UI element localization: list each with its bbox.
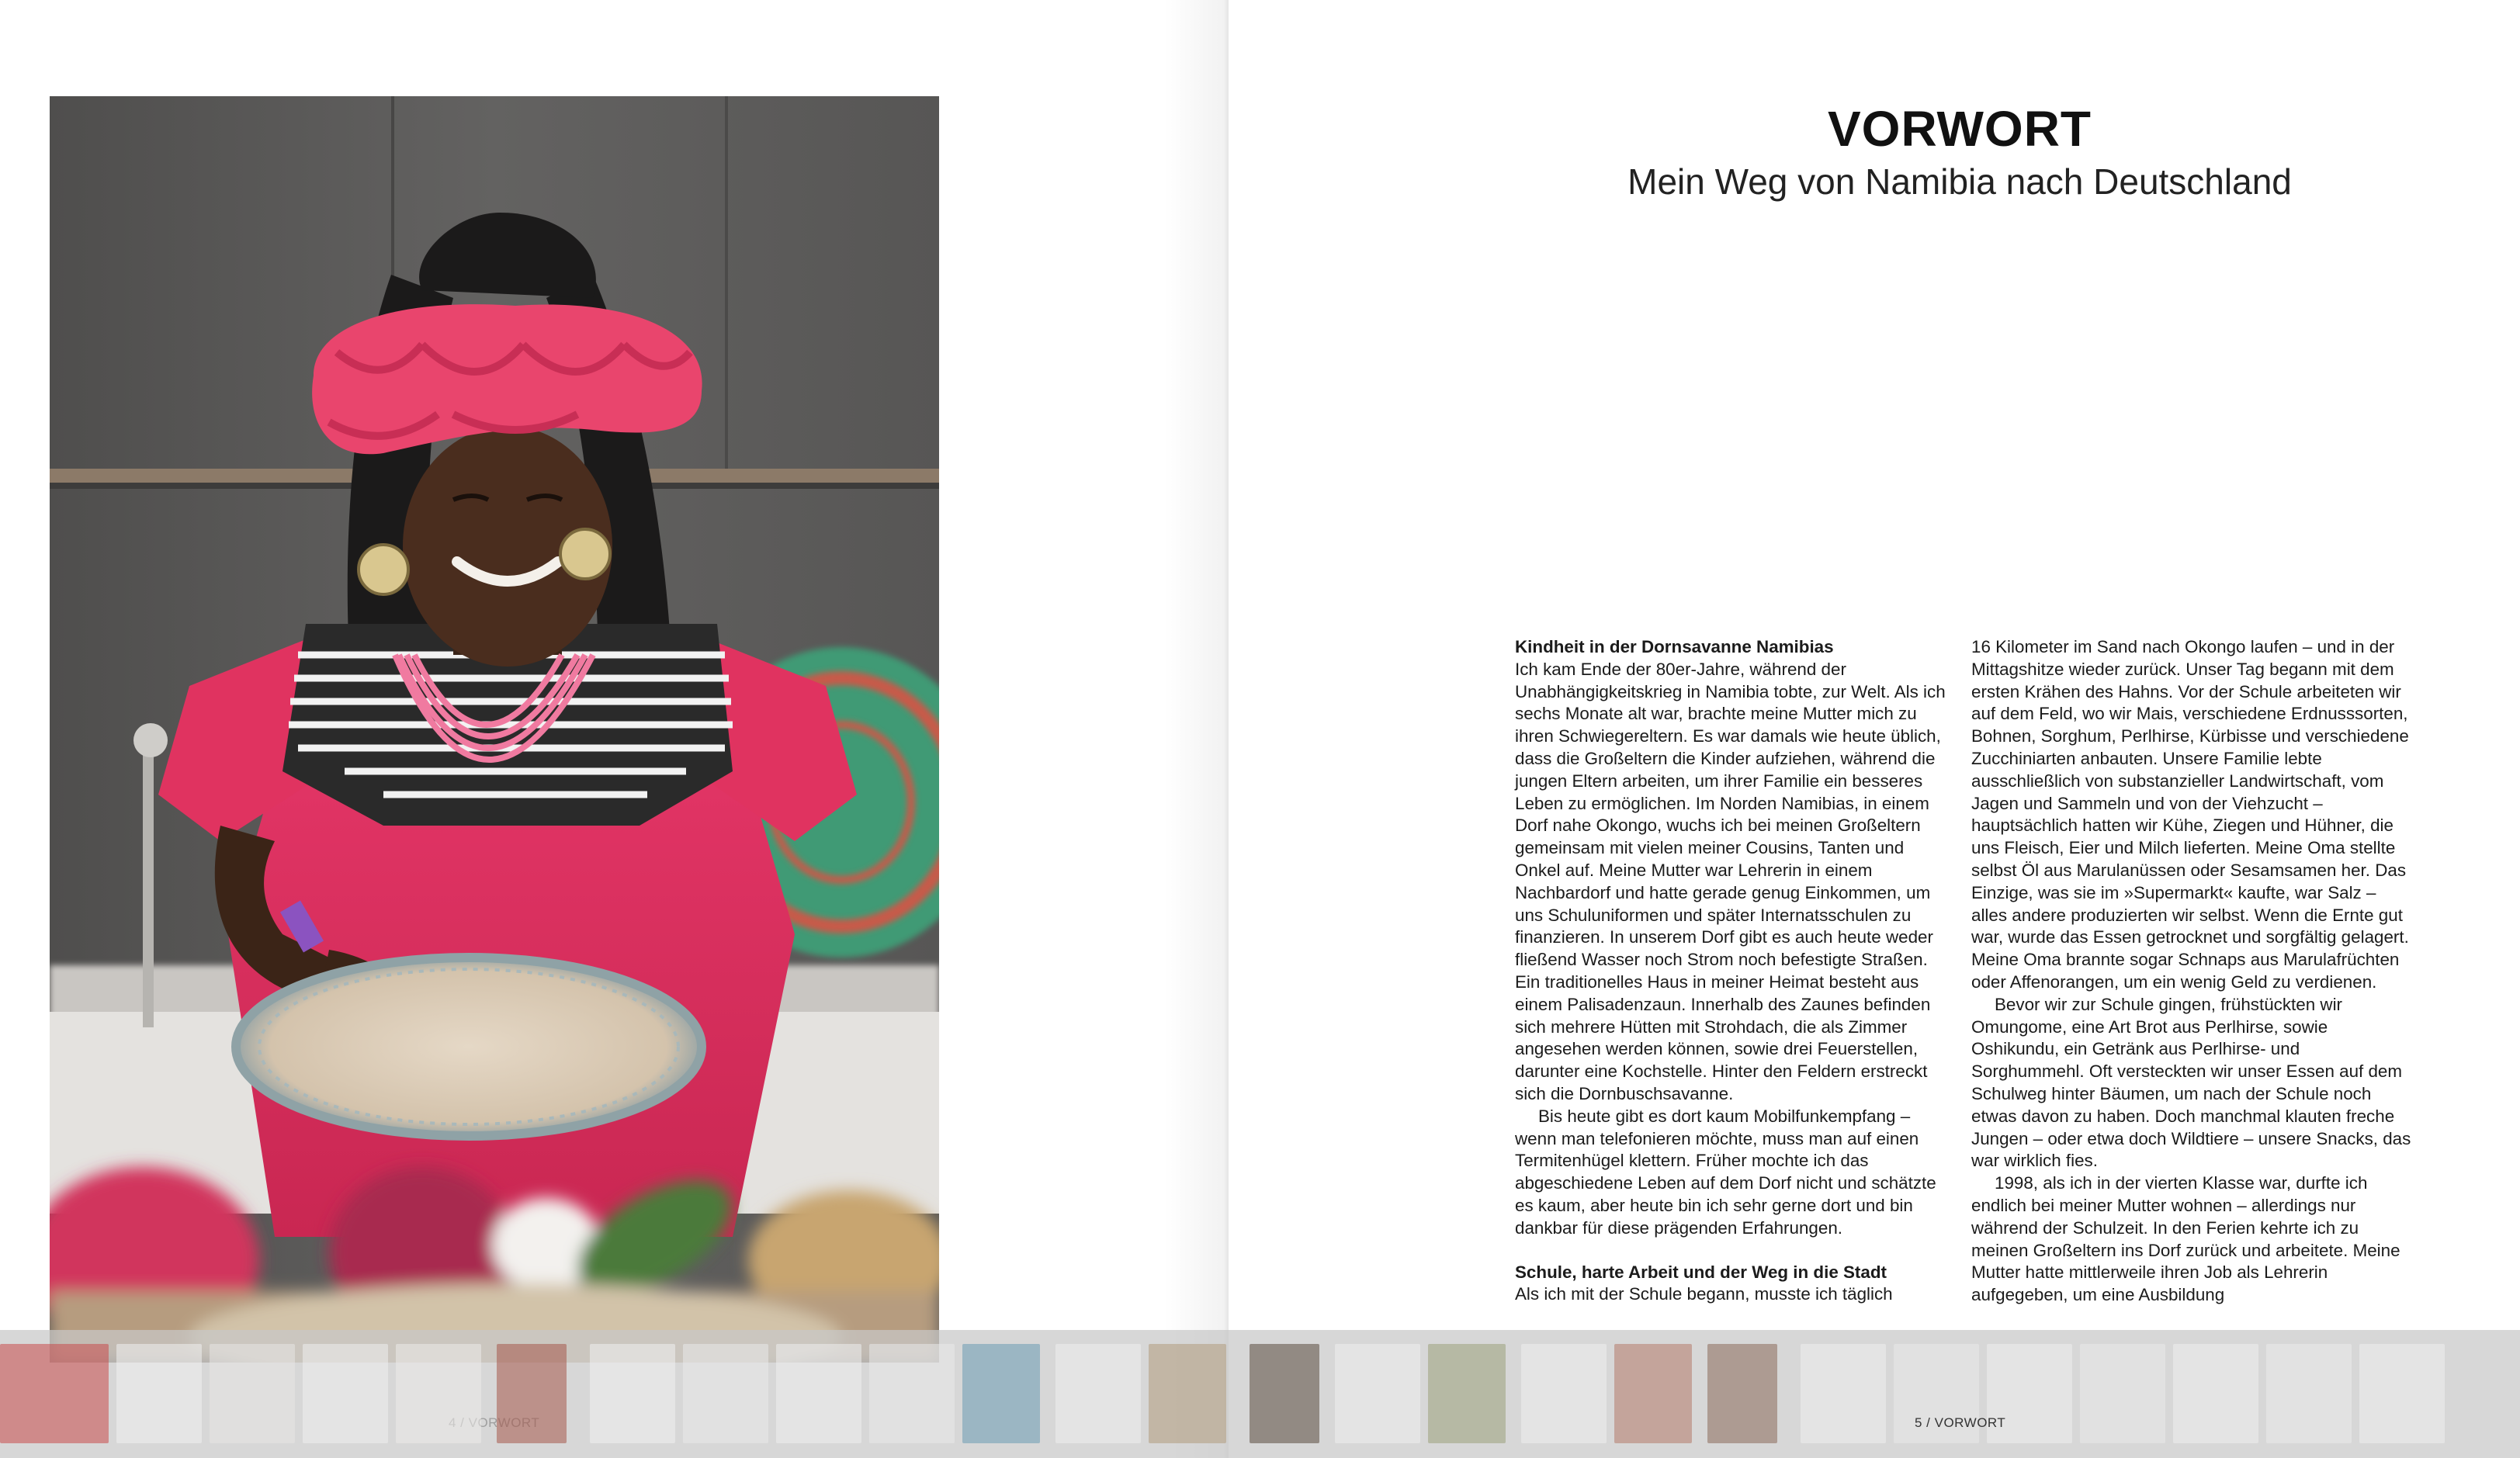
page-thumbnail[interactable] bbox=[1428, 1344, 1506, 1443]
page-thumbnail[interactable] bbox=[497, 1344, 567, 1443]
body-paragraph: Als ich mit der Schule begann, musste ich täglich bbox=[1515, 1284, 1893, 1304]
page-thumbnail[interactable] bbox=[2173, 1344, 2258, 1443]
page-thumbnail[interactable] bbox=[1055, 1344, 1141, 1443]
page-thumbnail[interactable] bbox=[590, 1344, 675, 1443]
body-paragraph: Ein traditionelles Haus in meiner Heimat besteht aus einem Palisadenzaun. Innerhalb des Zaunes befinden sich mehrere Hütten mit Strohdach, die als Zimmer angesehen werden können, sowie drei Feuerstellen, darunter eine Kochstelle. Hinter den Feldern erstreckt sich die Dornbuschsavanne. bbox=[1515, 971, 1931, 1103]
page-thumbnail[interactable] bbox=[396, 1344, 481, 1443]
chapter-heading bbox=[1389, 99, 2520, 205]
page-thumbnail[interactable] bbox=[1335, 1344, 1420, 1443]
page-thumbnail[interactable] bbox=[2266, 1344, 2352, 1443]
body-paragraph: Bevor wir zur Schule gingen, frühstückten wir Omungome, eine Art Brot aus Perlhirse, sowie Oshikundu, ein Getränk aus Perlhirse- und Sorghummehl. Oft versteckten wir unser Essen auf dem Schulweg hinter Bäumen, um nach der Schule noch etwas davon zu haben. Doch manchmal klauten freche Jungen – oder etwa doch Wildtiere – unsere Snacks, das war wirklich fies. bbox=[1971, 994, 2411, 1171]
chapter-subtitle: Mein Weg von Namibia nach Deutschland bbox=[1627, 161, 2292, 202]
page-thumbnail[interactable] bbox=[2359, 1344, 2445, 1443]
page-thumbnail[interactable] bbox=[1521, 1344, 1607, 1443]
portrait-photo bbox=[50, 96, 939, 1363]
page-thumbnail[interactable] bbox=[869, 1344, 955, 1443]
section-heading: Schule, harte Arbeit und der Weg in die Stadt bbox=[1515, 1262, 1887, 1282]
right-page-number: 5 / VORWORT bbox=[1915, 1415, 2006, 1430]
page-thumbnail[interactable] bbox=[1149, 1344, 1226, 1443]
page-thumbnail[interactable] bbox=[2080, 1344, 2165, 1443]
portrait-photo-icon bbox=[50, 96, 939, 1363]
page-thumbnail[interactable] bbox=[1614, 1344, 1692, 1443]
page-thumbnail[interactable] bbox=[683, 1344, 768, 1443]
section-heading: Kindheit in der Dornsavanne Namibias bbox=[1515, 637, 1834, 656]
page-thumbnail[interactable] bbox=[1707, 1344, 1777, 1443]
page-thumbnail[interactable] bbox=[116, 1344, 202, 1443]
page-thumbnail[interactable] bbox=[962, 1344, 1040, 1443]
page-thumbnails-icon[interactable] bbox=[0, 1336, 2520, 1453]
page-thumbnail[interactable] bbox=[776, 1344, 861, 1443]
page-thumbnail[interactable] bbox=[1801, 1344, 1886, 1443]
page-thumbnail[interactable] bbox=[0, 1344, 109, 1443]
body-paragraph: 1998, als ich in der vierten Klasse war, durfte ich endlich bei meiner Mutter wohnen – allerdings nur während der Schulzeit. In den Ferien kehrte ich zu meinen Großeltern ins Dorf zurück und arbeitete. Meine Mutter hatte mittlerweile ihren Job als Lehrerin aufgegeben, um eine Ausbildung bbox=[1971, 1173, 2400, 1305]
page-thumbnail[interactable] bbox=[303, 1344, 388, 1443]
text-column-2 bbox=[1971, 636, 2412, 1307]
left-page bbox=[0, 0, 1229, 1458]
body-paragraph: Bis heute gibt es dort kaum Mobilfunkempfang – wenn man telefonieren möchte, muss man auf einen Termitenhügel klettern. Früher mochte ich das abgeschiedene Leben auf dem Dorf nicht und schätzte es kaum, aber heute bin ich sehr gerne dort und bin dankbar für diese prägenden Erfahrungen. bbox=[1515, 1106, 1936, 1238]
page-thumbnail[interactable] bbox=[1250, 1344, 1319, 1443]
page-thumbnail[interactable] bbox=[210, 1344, 295, 1443]
body-paragraph: 16 Kilometer im Sand nach Okongo laufen – und in der Mittagshitze wieder zurück. Unser Tag begann mit dem ersten Krähen des Hahns. Vor der Schule arbeiteten wir auf dem Feld, wo wir Mais, verschiedene Erdnusssorten, Bohnen, Sorghum, Perlhirse, Kürbisse und verschiedene Zucchiniarten anbauten. Unsere Familie lebte ausschließlich von substanzieller Landwirtschaft, vom Jagen und Sammeln und von der Viehzucht – hauptsächlich hatten wir Kühe, Ziegen und Hühner, die uns Fleisch, Eier und Milch lieferten. Meine Oma stellte selbst Öl aus Marulanüssen oder Sesamsamen her. Das Einzige, was sie im »Supermarkt« kaufte, war Salz – alles andere produzierten wir selbst. Wenn die Ernte gut war, wurde das Essen getrocknet und sorgfältig gelagert. Meine Oma brannte sogar Schnaps aus Marulafrüchten oder Affenorangen, um ein wenig Geld zu verdienen. bbox=[1971, 637, 2409, 992]
chapter-title: VORWORT bbox=[1827, 101, 2092, 157]
body-paragraph: Ich kam Ende der 80er-Jahre, während der Unabhängigkeitskrieg in Namibia tobte, zur Welt. Als ich sechs Monate alt war, brachte meine Mutter mich zu ihren Schwiegereltern. Es war damals wie heute üblich, dass die Großeltern die Kinder aufziehen, während die jungen Eltern arbeiten, um ihrer Familie ein besseres Leben zu ermöglichen. Im Norden Namibias, in einem Dorf nahe Okongo, wuchs ich bei meinen Großeltern gemeinsam mit vielen meiner Cousins, Tanten und Onkel auf. Meine Mutter war Lehrerin in einem Nachbardorf und hatte gerade genug Einkommen, um uns Schuluniformen und später Internatsschulen zu finanzieren. In unserem Dorf gibt es auch heute weder fließend Wasser noch Strom noch befestigte Straßen. bbox=[1515, 659, 1946, 970]
text-column-1 bbox=[1515, 636, 1950, 1306]
